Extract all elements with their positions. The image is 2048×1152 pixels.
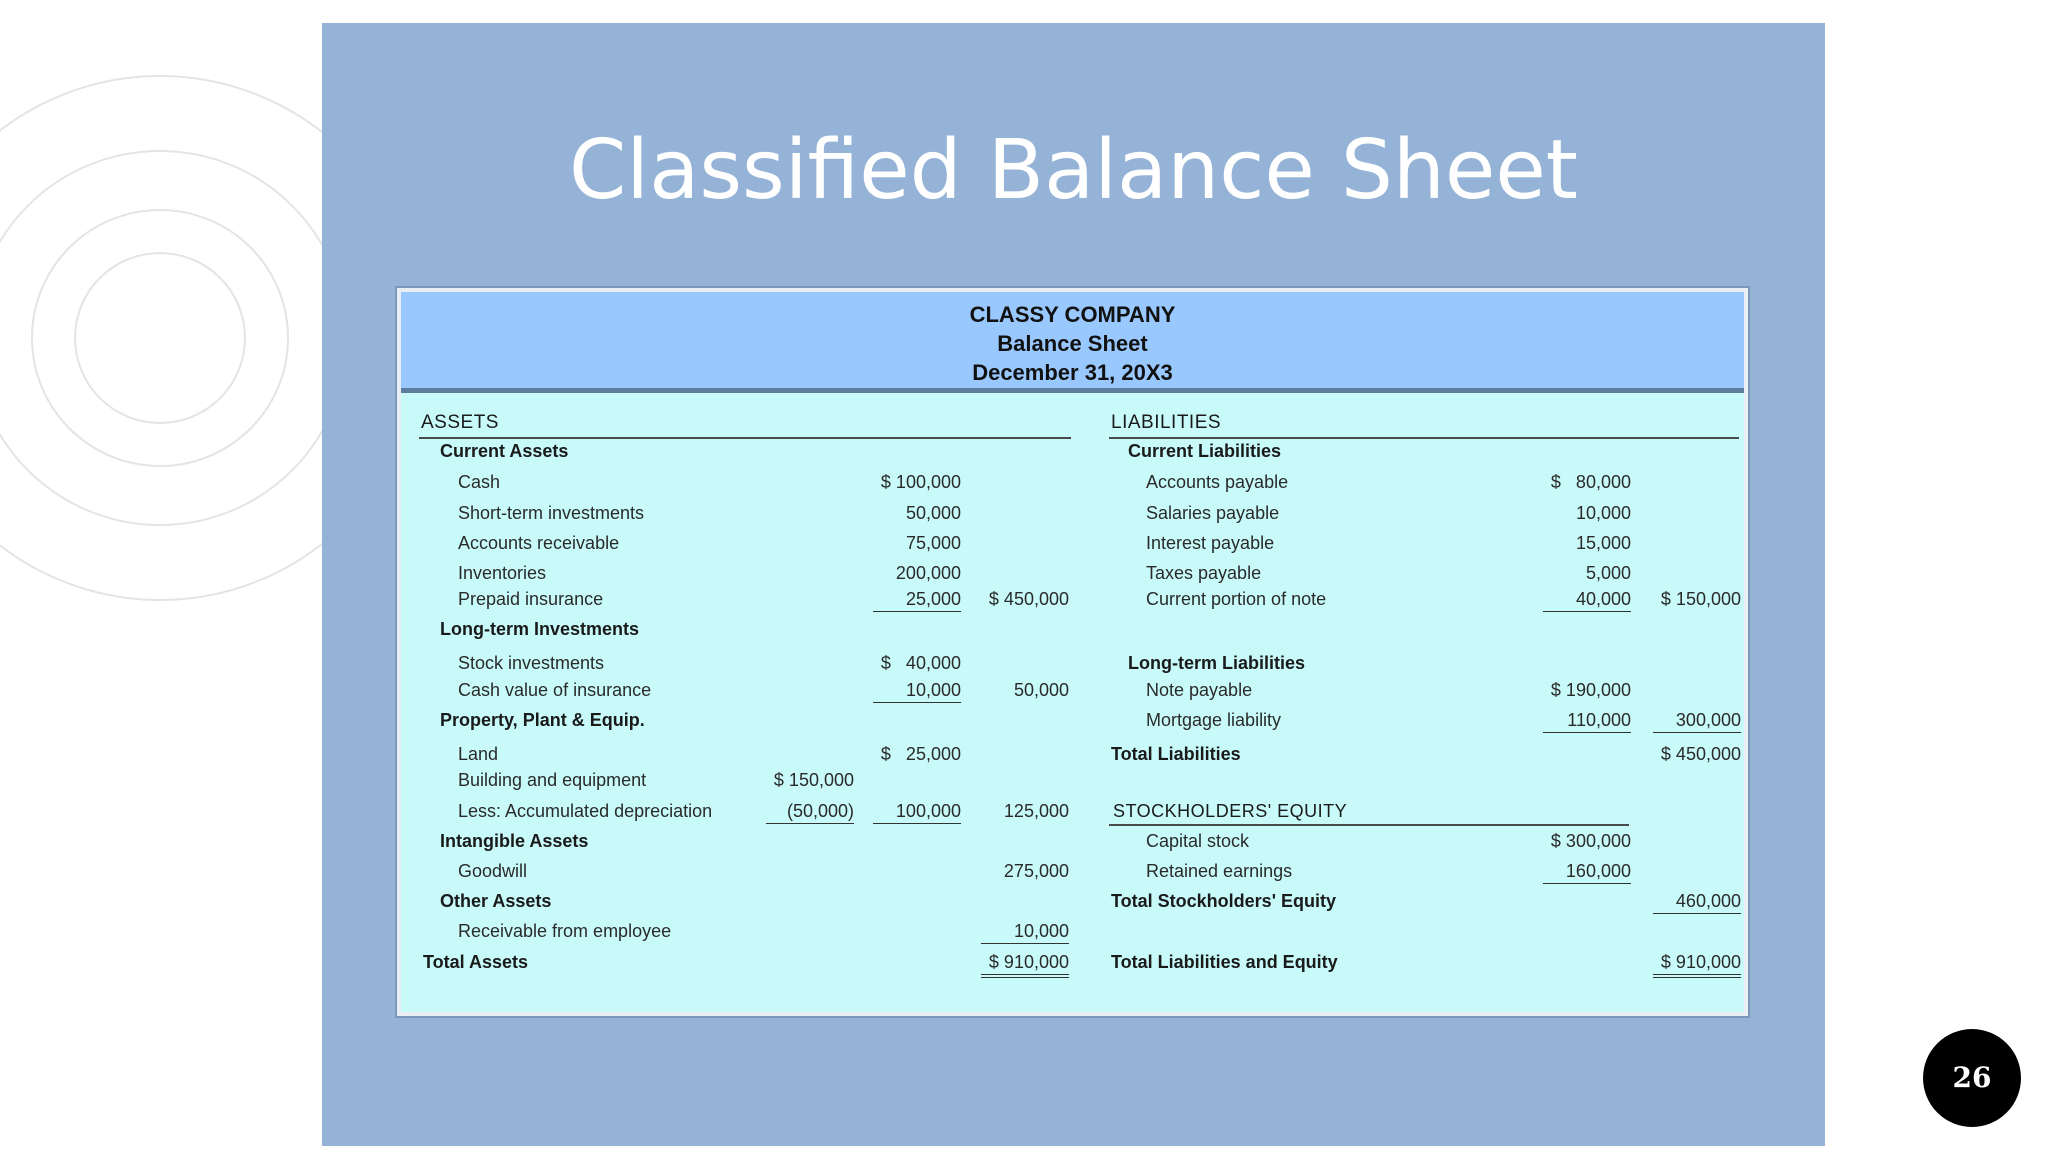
balance-sheet bbox=[397, 288, 1748, 1016]
asset-receivable-total: 10,000 bbox=[957, 921, 1069, 944]
liab-salaries-label: Salaries payable bbox=[1146, 503, 1280, 523]
total-liabilities-equity-label: Total Liabilities and Equity bbox=[1111, 952, 1338, 972]
slide bbox=[322, 23, 1825, 1146]
asset-building-label: Building and equipment bbox=[458, 770, 647, 790]
ppe-total: 125,000 bbox=[1003, 801, 1069, 821]
asset-sti-amount: 50,000 bbox=[905, 503, 961, 523]
total-liabilities-label: Total Liabilities bbox=[1111, 744, 1241, 764]
asset-goodwill-label: Goodwill bbox=[458, 861, 528, 881]
liab-current-note-amount: 40,000 bbox=[1521, 589, 1631, 612]
asset-building-amount: $ 150,000 bbox=[773, 770, 854, 790]
equity-capital-amount: $ 300,000 bbox=[1550, 831, 1631, 851]
current-assets-label: Current Assets bbox=[440, 441, 569, 461]
asset-depreciation-amount: (50,000) bbox=[744, 801, 854, 824]
current-liabilities-total: $ 150,000 bbox=[1660, 589, 1741, 609]
equity-retained-label: Retained earnings bbox=[1146, 861, 1293, 881]
asset-building-net: 100,000 bbox=[851, 801, 961, 824]
asset-prepaid-amount: 25,000 bbox=[851, 589, 961, 612]
liab-note-amount: $ 190,000 bbox=[1550, 680, 1631, 700]
asset-cvi-label: Cash value of insurance bbox=[458, 680, 652, 700]
slide-title: Classified Balance Sheet bbox=[569, 123, 1578, 218]
liab-note-label: Note payable bbox=[1146, 680, 1253, 700]
asset-cash-label: Cash bbox=[458, 472, 501, 492]
liabilities-heading: LIABILITIES bbox=[1111, 412, 1222, 433]
total-liabilities-amount: $ 450,000 bbox=[1660, 744, 1741, 764]
asset-stock-amount: $ 40,000 bbox=[880, 653, 961, 673]
asset-inv-amount: 200,000 bbox=[895, 563, 961, 583]
asset-cash-amount: $ 100,000 bbox=[880, 472, 961, 492]
asset-prepaid-label: Prepaid insurance bbox=[458, 589, 604, 609]
asset-depreciation-label: Less: Accumulated depreciation bbox=[458, 801, 713, 821]
other-assets-label: Other Assets bbox=[440, 891, 552, 911]
asset-goodwill-total: 275,000 bbox=[1003, 861, 1069, 881]
asset-inv-label: Inventories bbox=[458, 563, 547, 583]
statement-name: Balance Sheet bbox=[997, 331, 1148, 356]
total-liabilities-equity-amount: $ 910,000 bbox=[1629, 952, 1741, 978]
liab-taxes-amount: 5,000 bbox=[1585, 563, 1631, 583]
decorative-rings bbox=[0, 0, 330, 700]
equity-retained-amount: 160,000 bbox=[1521, 861, 1631, 884]
asset-land-amount: $ 25,000 bbox=[880, 744, 961, 764]
liab-ap-label: Accounts payable bbox=[1146, 472, 1289, 492]
liab-interest-label: Interest payable bbox=[1146, 533, 1275, 553]
liab-mortgage-label: Mortgage liability bbox=[1146, 710, 1282, 730]
long-term-investments-total: 50,000 bbox=[1013, 680, 1069, 700]
intangible-assets-label: Intangible Assets bbox=[440, 831, 589, 851]
equity-heading: STOCKHOLDERS' EQUITY bbox=[1113, 801, 1348, 821]
statement-date: December 31, 20X3 bbox=[972, 360, 1173, 385]
sheet-header bbox=[401, 292, 1744, 393]
liab-salaries-amount: 10,000 bbox=[1575, 503, 1631, 523]
liabilities-rule bbox=[1109, 437, 1739, 439]
assets-heading: ASSETS bbox=[421, 412, 499, 433]
current-liabilities-label: Current Liabilities bbox=[1128, 441, 1282, 461]
asset-cvi-amount: 10,000 bbox=[851, 680, 961, 703]
long-term-liabilities-label: Long-term Liabilities bbox=[1128, 653, 1306, 673]
ppe-label: Property, Plant & Equip. bbox=[440, 710, 645, 730]
liab-taxes-label: Taxes payable bbox=[1146, 563, 1262, 583]
asset-land-label: Land bbox=[458, 744, 499, 764]
total-assets-amount: $ 910,000 bbox=[957, 952, 1069, 978]
equity-capital-label: Capital stock bbox=[1146, 831, 1250, 851]
liab-mortgage-amount: 110,000 bbox=[1521, 710, 1631, 733]
asset-ar-label: Accounts receivable bbox=[458, 533, 620, 553]
company-name: CLASSY COMPANY bbox=[969, 302, 1176, 327]
liab-current-note-label: Current portion of note bbox=[1146, 589, 1327, 609]
current-assets-total: $ 450,000 bbox=[988, 589, 1069, 609]
asset-sti-label: Short-term investments bbox=[458, 503, 645, 523]
assets-rule bbox=[419, 437, 1071, 439]
asset-receivable-label: Receivable from employee bbox=[458, 921, 672, 941]
page-number-badge: 26 bbox=[1923, 1029, 2021, 1127]
asset-stock-label: Stock investments bbox=[458, 653, 605, 673]
long-term-liabilities-total: 300,000 bbox=[1629, 710, 1741, 733]
total-equity-amount: 460,000 bbox=[1629, 891, 1741, 914]
liab-ap-amount: $ 80,000 bbox=[1550, 472, 1631, 492]
long-term-investments-label: Long-term Investments bbox=[440, 619, 640, 639]
liab-interest-amount: 15,000 bbox=[1575, 533, 1631, 553]
total-assets-label: Total Assets bbox=[423, 952, 529, 972]
total-equity-label: Total Stockholders' Equity bbox=[1111, 891, 1336, 911]
equity-rule bbox=[1109, 824, 1629, 826]
asset-ar-amount: 75,000 bbox=[905, 533, 961, 553]
